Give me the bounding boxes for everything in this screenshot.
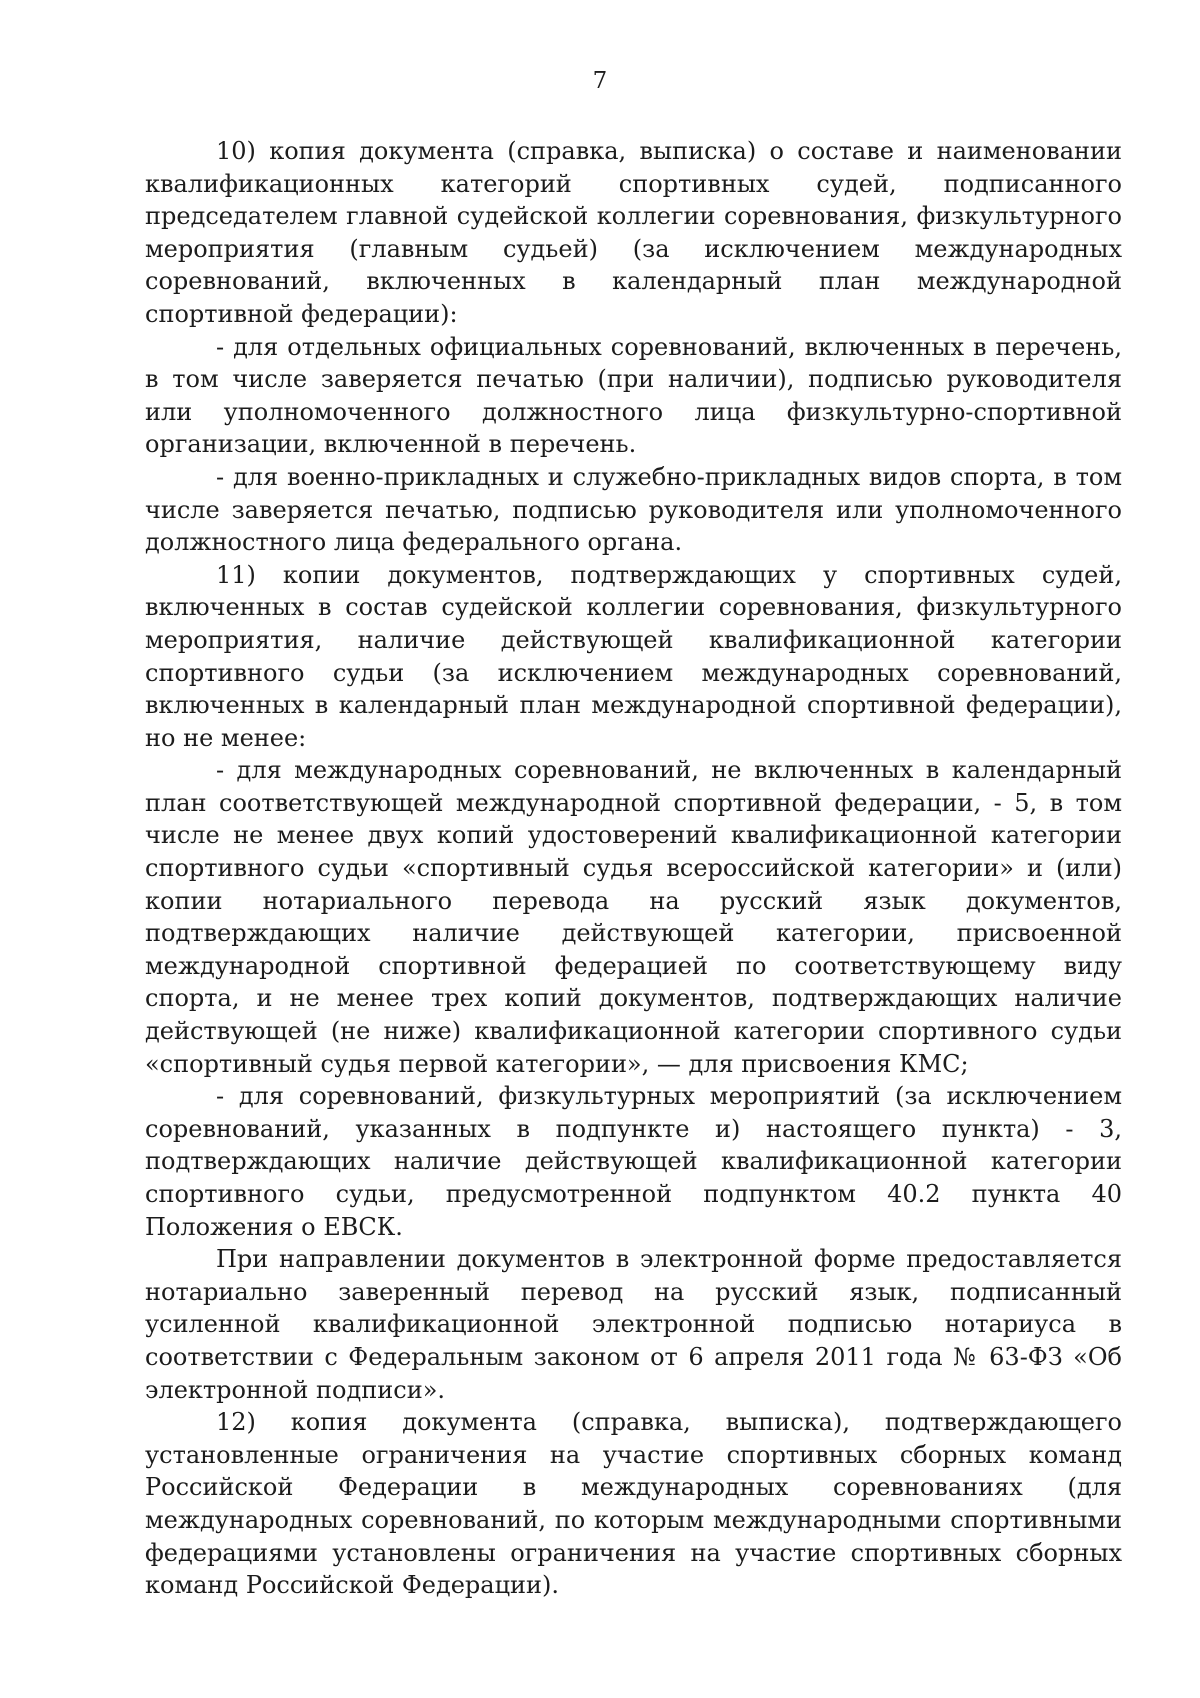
paragraph-subitem-international-competitions: - для международных соревнований, не включенных в календарный план соответствующей международной спортивной федерации, - 5, в том числе не менее двух копий удостоверений квалификационной категории спортивного судьи «спортивный судья всероссийской категории» и (или) копии нотариального перевода на русский язык документов, подтверждающих наличие действующей категории, присвоенной международной спортивной федерацией по соответствующему виду спорта, и не менее трех копий документов, подтверждающих наличие действующей (не ниже) квалификационной категории спортивного судьи «спортивный судья первой категории», — для присвоения КМС;	[145, 756, 1122, 1078]
paragraph-item-11: 11) копии документов, подтверждающих у спортивных судей, включенных в состав судейской коллегии соревнования, физкультурного мероприятия, наличие действующей квалификационной категории спортивного судьи (за исключением международных соревнований, включенных в календарный план международной спортивной федерации), но не менее:	[145, 560, 1122, 752]
paragraph-subitem-other-competitions: - для соревнований, физкультурных мероприятий (за исключением соревнований, указанных в подпункте и) настоящего пункта) - 3, подтверждающих наличие действующей квалификационной категории спортивного судьи, предусмотренной подпунктом 40.2 пункта 40 Положения о ЕВСК.	[145, 1082, 1122, 1241]
paragraph-subitem-military-sports: - для военно-прикладных и служебно-прикладных видов спорта, в том числе заверяется печатью, подписью руководителя или уполномоченного должностного лица федерального органа.	[145, 462, 1122, 557]
paragraph-electronic-submission: При направлении документов в электронной форме предоставляется нотариально заверенный перевод на русский язык, подписанный усиленной квалификационной электронной подписью нотариуса в соответствии с Федеральным законом от 6 апреля 2011 года № 63-ФЗ «Об электронной подписи».	[145, 1245, 1122, 1404]
paragraph-item-10: 10) копия документа (справка, выписка) о составе и наименовании квалификационных категорий спортивных судей, подписанного председателем главной судейской коллегии соревнования, физкультурного мероприятия (главным судьей) (за исключением международных соревнований, включенных в календарный план международной спортивной федерации):	[145, 137, 1122, 328]
page-number: 7	[592, 68, 608, 94]
document-body	[145, 135, 1122, 1602]
paragraph-subitem-official-competitions: - для отдельных официальных соревнований, включенных в перечень, в том числе заверяется печатью (при наличии), подписью руководителя или уполномоченного должностного лица физкультурно-спортивной организации, включенной в перечень.	[145, 332, 1122, 459]
paragraph-item-12: 12) копия документа (справка, выписка), подтверждающего установленные ограничения на участие спортивных сборных команд Российской Федерации в международных соревнованиях (для международных соревнований, по которым международными спортивными федерациями установлены ограничения на участие спортивных сборных команд Российской Федерации).	[145, 1408, 1122, 1600]
